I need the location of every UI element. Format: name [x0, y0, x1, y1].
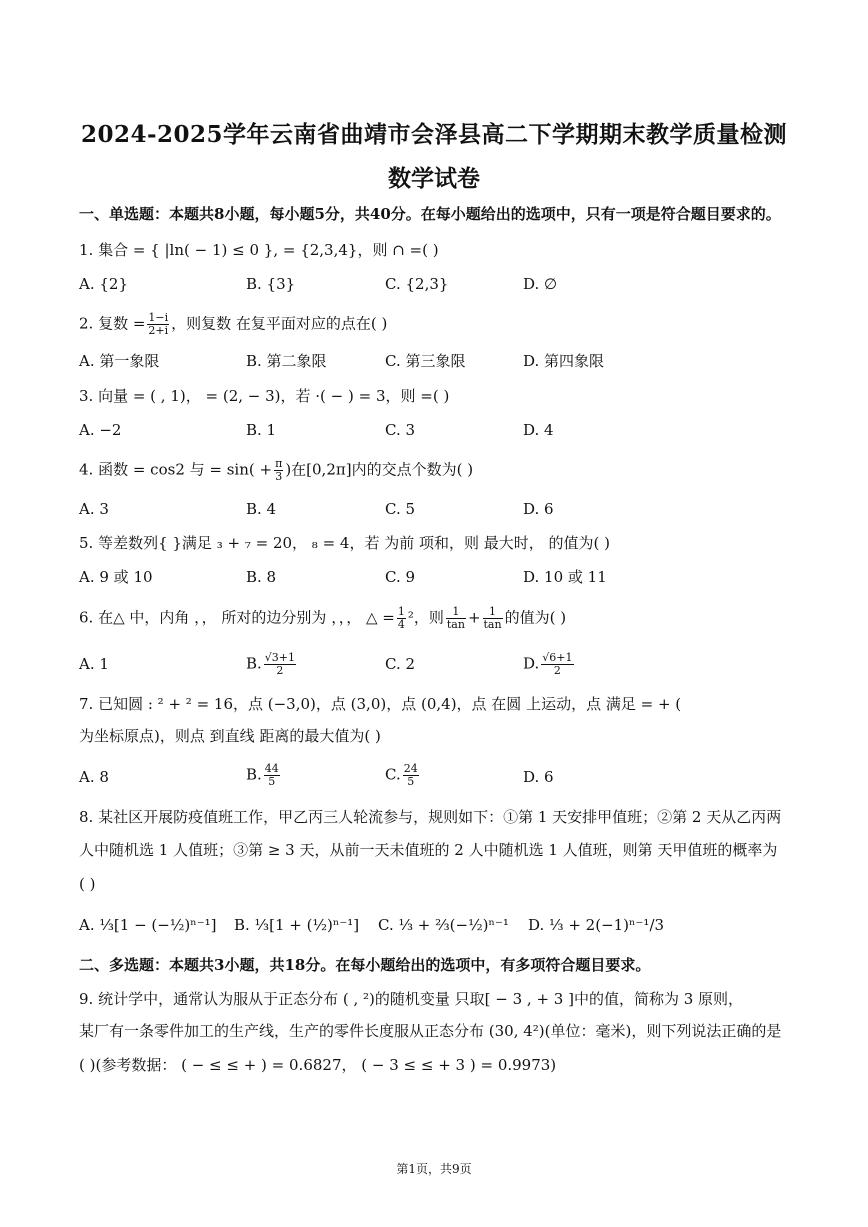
q6-option-b-label: B. — [246, 654, 262, 673]
q5-option-a: A. 9 或 10 — [79, 568, 153, 586]
q5-option-d: D. 10 或 11 — [523, 568, 607, 586]
q3-option-a: A. −2 — [79, 421, 122, 439]
q6-option-b-den: 2 — [276, 664, 284, 677]
q6-fraction-2-num: 1 — [446, 606, 466, 619]
q4-option-b: B. 4 — [246, 500, 277, 518]
q8-option-d: D. ⅓ + 2(−1)ⁿ⁻¹/3 — [528, 916, 665, 934]
q4-text-b: )在[0,2π]内的交点个数为( ) — [285, 460, 474, 479]
question-6 — [79, 606, 566, 631]
question-4 — [79, 458, 473, 483]
q3-option-c: C. 3 — [385, 421, 416, 439]
q6-option-b-num: √3+1 — [264, 651, 296, 664]
page-footer: 第1页，共9页 — [396, 1162, 472, 1176]
q5-option-b: B. 8 — [246, 568, 277, 586]
section-single-choice: 一、单选题：本题共8小题，每小题5分，共40分。在每小题给出的选项中，只有一项是符合题目要求的。 — [79, 205, 781, 223]
q6-option-d-label: D. — [523, 654, 540, 673]
question-3: 3. 向量 = ( , 1)， = (2, − 3)，若 ·( − ) = 3，则 =( ) — [79, 387, 450, 405]
page-subtitle: 数学试卷 — [388, 165, 480, 192]
q6-text-a: 6. 在△ 中，内角 ，， 所对的边分别为 ，，， △ = — [79, 608, 395, 627]
q3-option-b: B. 1 — [246, 421, 277, 439]
q7-option-b-den: 5 — [268, 775, 276, 788]
q2-text-a: 2. 复数 = — [79, 314, 146, 333]
section-multiple-choice: 二、多选题：本题共3小题，共18分。在每小题给出的选项中，有多项符合题目要求。 — [79, 956, 651, 974]
question-7-line-1: 7. 已知圆 : ² + ² = 16，点 (−3,0)，点 (3,0)，点 (0,4)，点 在圆 上运动，点 满足 = + ( — [79, 695, 682, 713]
q7-option-c-fraction — [403, 763, 419, 788]
q6-fraction-1-num: 1 — [397, 605, 405, 618]
q6-text-b: ²，则 — [407, 608, 444, 627]
question-8-line-1: 8. 某社区开展防疫值班工作，甲乙丙三人轮流参与，规则如下：①第 1 天安排甲值班；②第 2 天从乙丙两 — [79, 808, 782, 826]
q6-option-b-fraction — [264, 652, 296, 677]
q2-option-b: B. 第二象限 — [246, 352, 327, 370]
page-title: 2024-2025学年云南省曲靖市会泽县高二下学期期末教学质量检测 — [80, 121, 788, 148]
q8-option-a: A. ⅓[1 − (−½)ⁿ⁻¹] — [79, 916, 217, 934]
q7-option-a: A. 8 — [79, 768, 109, 786]
q6-option-d-num: √6+1 — [542, 651, 573, 664]
q6-fraction-2 — [446, 606, 466, 631]
q2-option-d: D. 第四象限 — [523, 352, 605, 370]
q7-option-c-num: 24 — [403, 762, 418, 775]
q2-fraction-den: 2+i — [148, 324, 169, 337]
q1-option-b: B. {3} — [246, 275, 296, 293]
q6-fraction-1-den: 4 — [397, 618, 405, 631]
q8-option-b: B. ⅓[1 + (½)ⁿ⁻¹] — [234, 916, 360, 934]
q8-option-c: C. ⅓ + ⅔(−½)ⁿ⁻¹ — [378, 916, 509, 934]
q6-fraction-2-den: tan — [446, 618, 465, 631]
q7-option-b-num: 44 — [264, 762, 279, 775]
q2-fraction — [147, 312, 169, 337]
q6-option-d-fraction — [541, 652, 573, 677]
q4-option-a: A. 3 — [79, 500, 109, 518]
q2-option-a: A. 第一象限 — [79, 352, 160, 370]
q6-fraction-1 — [397, 606, 406, 631]
q7-option-b-fraction — [264, 763, 280, 788]
question-2 — [79, 312, 387, 337]
q6-fraction-3 — [483, 606, 503, 631]
q6-fraction-3-num: 1 — [483, 606, 503, 619]
q6-option-a: A. 1 — [79, 655, 109, 673]
question-8-line-2: 人中随机选 1 人值班；③第 ≥ 3 天，从前一天未值班的 2 人中随机选 1 人值班，则第 天甲值班的概率为 — [79, 841, 778, 859]
q7-option-d: D. 6 — [523, 768, 554, 786]
q6-text-d: 的值为( ) — [504, 608, 567, 627]
q1-option-c: C. {2,3} — [385, 275, 449, 293]
q2-fraction-num: 1−i — [148, 311, 169, 324]
question-8-line-3: ( ) — [79, 875, 96, 893]
q7-option-c-den: 5 — [407, 775, 415, 788]
q2-text-b: ，则复数 在复平面对应的点在( ) — [171, 314, 388, 333]
q2-option-c: C. 第三象限 — [385, 352, 466, 370]
q7-option-b — [246, 763, 282, 788]
q4-fraction — [274, 458, 283, 483]
q6-text-c: + — [467, 608, 481, 627]
q7-option-c-label: C. — [385, 765, 401, 784]
q6-option-b — [246, 652, 298, 677]
q6-option-d-den: 2 — [553, 664, 561, 677]
q4-text-a: 4. 函数 = cos2 与 = sin( + — [79, 460, 273, 479]
q6-option-c: C. 2 — [385, 655, 416, 673]
q1-option-a: A. {2} — [79, 275, 128, 293]
question-9-line-1: 9. 统计学中，通常认为服从于正态分布 ( , ²)的随机变量 只取[ − 3 , + 3 ]中的值，简称为 3 原则， — [79, 990, 744, 1008]
q6-option-d — [523, 652, 576, 677]
q7-option-b-label: B. — [246, 765, 262, 784]
q4-fraction-num: π — [275, 457, 283, 470]
question-1: 1. 集合 = { |ln( − 1) ≤ 0 }, = {2,3,4}，则 ∩ =( ) — [79, 241, 439, 259]
question-7-line-2: 为坐标原点)，则点 到直线 距离的最大值为( ) — [79, 727, 381, 745]
q6-fraction-3-den: tan — [483, 618, 502, 631]
q1-option-d: D. ∅ — [523, 275, 558, 293]
q4-fraction-den: 3 — [275, 470, 283, 483]
q4-option-d: D. 6 — [523, 500, 554, 518]
q3-option-d: D. 4 — [523, 421, 554, 439]
q4-option-c: C. 5 — [385, 500, 416, 518]
question-9-line-3: ( )(参考数据： ( − ≤ ≤ + ) = 0.6827， ( − 3 ≤ ≤ + 3 ) = 0.9973) — [79, 1056, 557, 1074]
question-9-line-2: 某厂有一条零件加工的生产线，生产的零件长度服从正态分布 (30, 4²)(单位：毫米)，则下列说法正确的是 — [79, 1022, 782, 1040]
q5-option-c: C. 9 — [385, 568, 416, 586]
q7-option-c — [385, 763, 421, 788]
question-5: 5. 等差数列{ }满足 ₃ + ₇ = 20， ₈ = 4，若 为前 项和，则 最大时， 的值为( ) — [79, 534, 611, 552]
